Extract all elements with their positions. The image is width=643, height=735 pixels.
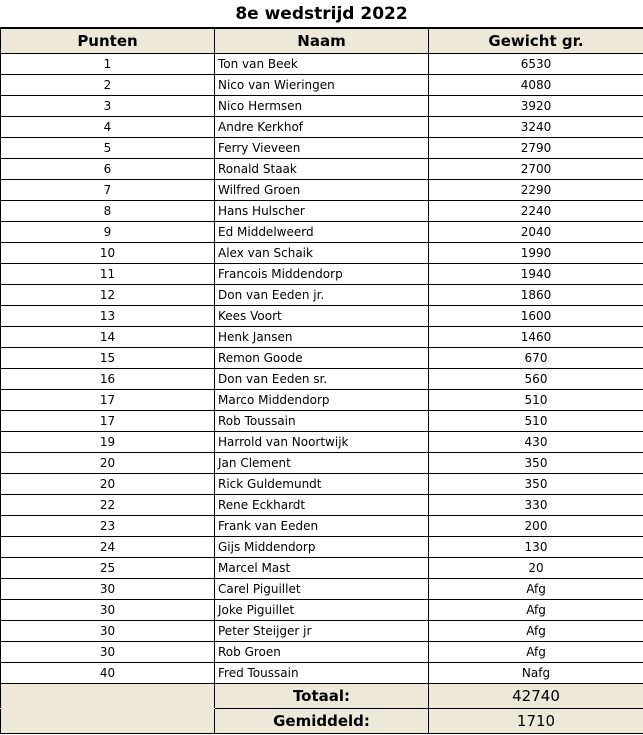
gewicht-cell[interactable]: 350 [429, 453, 643, 474]
table-row [1, 600, 643, 621]
punten-cell[interactable]: 30 [1, 600, 215, 621]
gemiddeld-blank-cell [1, 709, 215, 734]
naam-cell[interactable]: Kees Voort [215, 306, 429, 327]
punten-cell[interactable]: 5 [1, 138, 215, 159]
table-row [1, 516, 643, 537]
table-row [1, 180, 643, 201]
naam-cell[interactable]: Rick Guldemundt [215, 474, 429, 495]
naam-cell[interactable]: Fred Toussain [215, 663, 429, 684]
gewicht-cell[interactable]: Afg [429, 600, 643, 621]
header-gewicht[interactable]: Gewicht gr. [429, 29, 643, 54]
punten-cell[interactable]: 20 [1, 453, 215, 474]
punten-cell[interactable]: 30 [1, 579, 215, 600]
naam-cell[interactable]: Ferry Vieveen [215, 138, 429, 159]
punten-cell[interactable]: 11 [1, 264, 215, 285]
gewicht-cell[interactable]: Nafg [429, 663, 643, 684]
naam-cell[interactable]: Nico van Wieringen [215, 75, 429, 96]
table-row [1, 453, 643, 474]
gewicht-cell[interactable]: 4080 [429, 75, 643, 96]
naam-cell[interactable]: Joke Piguillet [215, 600, 429, 621]
gewicht-cell[interactable]: 3920 [429, 96, 643, 117]
table-row [1, 54, 643, 75]
results-body [1, 54, 643, 684]
naam-cell[interactable]: Ed Middelweerd [215, 222, 429, 243]
gewicht-cell[interactable]: 2240 [429, 201, 643, 222]
naam-cell[interactable]: Harrold van Noortwijk [215, 432, 429, 453]
punten-cell[interactable]: 23 [1, 516, 215, 537]
naam-cell[interactable]: Remon Goode [215, 348, 429, 369]
totaal-label[interactable]: Totaal: [215, 684, 429, 709]
naam-cell[interactable]: Nico Hermsen [215, 96, 429, 117]
table-row [1, 327, 643, 348]
naam-cell[interactable]: Ronald Staak [215, 159, 429, 180]
punten-cell[interactable]: 19 [1, 432, 215, 453]
naam-cell[interactable]: Marcel Mast [215, 558, 429, 579]
table-row [1, 663, 643, 684]
gewicht-cell[interactable]: 1600 [429, 306, 643, 327]
punten-cell[interactable]: 20 [1, 474, 215, 495]
punten-cell[interactable]: 12 [1, 285, 215, 306]
punten-cell[interactable]: 16 [1, 369, 215, 390]
gewicht-cell[interactable]: 1990 [429, 243, 643, 264]
naam-cell[interactable]: Henk Jansen [215, 327, 429, 348]
gewicht-cell[interactable]: 330 [429, 495, 643, 516]
naam-cell[interactable]: Rob Groen [215, 642, 429, 663]
table-row [1, 138, 643, 159]
table-row [1, 537, 643, 558]
gewicht-cell[interactable]: 350 [429, 474, 643, 495]
naam-cell[interactable]: Don van Eeden jr. [215, 285, 429, 306]
naam-cell[interactable]: Wilfred Groen [215, 180, 429, 201]
naam-cell[interactable]: Carel Piguillet [215, 579, 429, 600]
gemiddeld-value[interactable]: 1710 [429, 709, 643, 734]
punten-cell[interactable]: 3 [1, 96, 215, 117]
naam-cell[interactable]: Alex van Schaik [215, 243, 429, 264]
totaal-row [1, 684, 643, 709]
punten-cell[interactable]: 15 [1, 348, 215, 369]
gewicht-cell[interactable]: Afg [429, 621, 643, 642]
gewicht-cell[interactable]: 1940 [429, 264, 643, 285]
naam-cell[interactable]: Frank van Eeden [215, 516, 429, 537]
table-row [1, 75, 643, 96]
table-row [1, 285, 643, 306]
naam-cell[interactable]: Rob Toussain [215, 411, 429, 432]
gewicht-cell[interactable]: 2290 [429, 180, 643, 201]
punten-cell[interactable]: 13 [1, 306, 215, 327]
totaal-value[interactable]: 42740 [429, 684, 643, 709]
table-row [1, 117, 643, 138]
table-row [1, 495, 643, 516]
table-row [1, 96, 643, 117]
table-row [1, 432, 643, 453]
punten-cell[interactable]: 4 [1, 117, 215, 138]
gewicht-cell[interactable]: 1860 [429, 285, 643, 306]
gewicht-cell[interactable]: 430 [429, 432, 643, 453]
gewicht-cell[interactable]: 560 [429, 369, 643, 390]
punten-cell[interactable]: 8 [1, 201, 215, 222]
punten-cell[interactable]: 14 [1, 327, 215, 348]
punten-cell[interactable]: 17 [1, 411, 215, 432]
gewicht-cell[interactable]: 2790 [429, 138, 643, 159]
table-row [1, 579, 643, 600]
naam-cell[interactable]: Ton van Beek [215, 54, 429, 75]
gewicht-cell[interactable]: 130 [429, 537, 643, 558]
punten-cell[interactable]: 17 [1, 390, 215, 411]
table-row [1, 369, 643, 390]
table-row [1, 474, 643, 495]
results-table [0, 28, 643, 734]
punten-cell[interactable]: 9 [1, 222, 215, 243]
table-row [1, 348, 643, 369]
naam-cell[interactable]: Andre Kerkhof [215, 117, 429, 138]
table-row [1, 264, 643, 285]
punten-cell[interactable]: 22 [1, 495, 215, 516]
header-row [1, 29, 643, 54]
header-punten[interactable]: Punten [1, 29, 215, 54]
table-row [1, 306, 643, 327]
table-row [1, 642, 643, 663]
gewicht-cell[interactable]: 670 [429, 348, 643, 369]
punten-cell[interactable]: 10 [1, 243, 215, 264]
gewicht-cell[interactable]: 3240 [429, 117, 643, 138]
naam-cell[interactable]: Marco Middendorp [215, 390, 429, 411]
naam-cell[interactable]: Hans Hulscher [215, 201, 429, 222]
table-row [1, 411, 643, 432]
naam-cell[interactable]: Don van Eeden sr. [215, 369, 429, 390]
naam-cell[interactable]: Gijs Middendorp [215, 537, 429, 558]
table-row [1, 390, 643, 411]
gewicht-cell[interactable]: Afg [429, 579, 643, 600]
table-row [1, 159, 643, 180]
sheet-title: 8e wedstrijd 2022 [0, 0, 643, 28]
punten-cell[interactable]: 25 [1, 558, 215, 579]
naam-cell[interactable]: Rene Eckhardt [215, 495, 429, 516]
naam-cell[interactable]: Peter Steijger jr [215, 621, 429, 642]
table-row [1, 243, 643, 264]
table-row [1, 621, 643, 642]
gewicht-cell[interactable]: 200 [429, 516, 643, 537]
naam-cell[interactable]: Francois Middendorp [215, 264, 429, 285]
punten-cell[interactable]: 6 [1, 159, 215, 180]
gemiddeld-label[interactable]: Gemiddeld: [215, 709, 429, 734]
punten-cell[interactable]: 30 [1, 642, 215, 663]
gewicht-cell[interactable]: 2700 [429, 159, 643, 180]
punten-cell[interactable]: 24 [1, 537, 215, 558]
gewicht-cell[interactable]: 510 [429, 411, 643, 432]
gewicht-cell[interactable]: 2040 [429, 222, 643, 243]
gewicht-cell[interactable]: 20 [429, 558, 643, 579]
table-row [1, 201, 643, 222]
totaal-blank-cell [1, 684, 215, 709]
header-naam[interactable]: Naam [215, 29, 429, 54]
gewicht-cell[interactable]: Afg [429, 642, 643, 663]
table-row [1, 558, 643, 579]
gewicht-cell[interactable]: 1460 [429, 327, 643, 348]
table-row [1, 222, 643, 243]
punten-cell[interactable]: 30 [1, 621, 215, 642]
gewicht-cell[interactable]: 510 [429, 390, 643, 411]
punten-cell[interactable]: 7 [1, 180, 215, 201]
naam-cell[interactable]: Jan Clement [215, 453, 429, 474]
punten-cell[interactable]: 40 [1, 663, 215, 684]
gewicht-cell[interactable]: 6530 [429, 54, 643, 75]
punten-cell[interactable]: 1 [1, 54, 215, 75]
punten-cell[interactable]: 2 [1, 75, 215, 96]
gemiddeld-row [1, 709, 643, 734]
